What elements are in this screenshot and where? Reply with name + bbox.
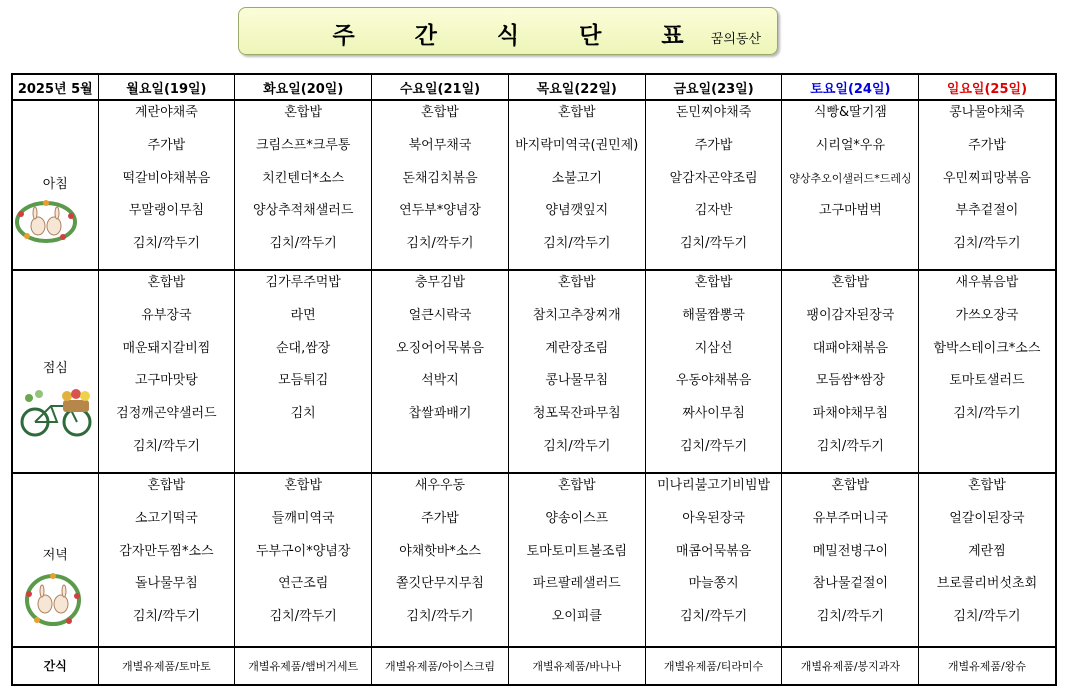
day-header: 금요일(23일) xyxy=(645,74,782,100)
menu-cell xyxy=(782,270,919,473)
menu-item: 치킨텐더*소스 xyxy=(262,170,345,186)
menu-item: 연근조림 xyxy=(278,576,329,592)
bunny-wreath-icon xyxy=(13,196,79,248)
menu-item: 짜사이무침 xyxy=(682,406,745,422)
menu-item: 순대,쌈장 xyxy=(276,340,331,356)
meal-label: 점심 xyxy=(42,360,68,376)
menu-item: 김치/깍두기 xyxy=(953,236,1021,252)
menu-item: 쫄깃단무지무침 xyxy=(396,576,484,592)
menu-item: 토마토미트볼조림 xyxy=(526,543,628,559)
menu-item: 가쓰오장국 xyxy=(955,307,1019,323)
menu-item: 부추겉절이 xyxy=(955,203,1019,219)
corner-cell: 2025년 5월 xyxy=(12,74,98,100)
menu-item: 유부장국 xyxy=(141,307,192,323)
menu-item: 해물짬뽕국 xyxy=(682,307,745,323)
menu-item: 혼합밥 xyxy=(557,105,596,120)
menu-item: 유부주머니국 xyxy=(812,510,889,526)
menu-item: 고구마범벅 xyxy=(818,203,882,219)
menu-item: 파채야채무침 xyxy=(812,406,889,422)
meal-label-cell xyxy=(12,473,98,647)
breakfast-row xyxy=(12,100,1056,270)
menu-item: 주가밥 xyxy=(147,137,186,153)
menu-item: 돈민찌야채죽 xyxy=(675,105,752,120)
menu-item: 모듬튀김 xyxy=(278,373,329,389)
menu-item: 연두부*양념장 xyxy=(399,203,481,219)
meal-label-cell xyxy=(12,270,98,473)
weekly-menu-table xyxy=(11,73,1057,686)
menu-item: 김치 xyxy=(290,406,316,422)
menu-item: 브로콜리버섯초회 xyxy=(936,576,1038,592)
snack-cell: 개별유제품/바나나 xyxy=(508,647,645,685)
menu-item: 토마토샐러드 xyxy=(949,373,1025,389)
menu-cell xyxy=(372,100,509,270)
menu-item: 고구마맛탕 xyxy=(135,373,198,389)
snack-cell: 개별유제품/티라미수 xyxy=(645,647,782,685)
menu-cell xyxy=(919,473,1056,647)
bunny-wreath-icon xyxy=(23,570,83,632)
menu-item: 미나리불고기비빔밥 xyxy=(657,477,771,493)
menu-cell xyxy=(919,100,1056,270)
menu-item: 계란야채죽 xyxy=(135,105,198,120)
flower-bicycle-icon xyxy=(19,386,95,442)
menu-cell xyxy=(235,270,372,473)
menu-item: 혼합밥 xyxy=(557,274,596,290)
menu-item: 소고기떡국 xyxy=(135,510,198,526)
menu-item: 소불고기 xyxy=(551,170,602,186)
menu-item: 혼합밥 xyxy=(831,274,870,290)
day-header: 목요일(22일) xyxy=(508,74,645,100)
menu-cell xyxy=(645,100,782,270)
menu-item: 김치/깍두기 xyxy=(132,438,200,454)
menu-item: 혼합밥 xyxy=(831,477,870,493)
menu-item: 크림스프*크루통 xyxy=(255,137,351,153)
menu-item: 양념깻잎지 xyxy=(545,203,609,219)
menu-item: 김치/깍두기 xyxy=(543,236,611,252)
menu-item: 찹쌀꽈배기 xyxy=(408,406,472,422)
menu-item: 함박스테이크*소스 xyxy=(933,340,1041,356)
menu-item: 양송이스프 xyxy=(545,510,609,526)
menu-cell xyxy=(98,270,235,473)
menu-item: 식빵&딸기잼 xyxy=(813,105,887,120)
menu-item: 김치/깍두기 xyxy=(816,438,884,454)
menu-item: 라면 xyxy=(290,307,316,323)
menu-item: 김치/깍두기 xyxy=(953,406,1021,422)
menu-item: 팽이감자된장국 xyxy=(806,307,895,323)
title-banner xyxy=(238,7,778,55)
day-header-saturday: 토요일(24일) xyxy=(782,74,919,100)
menu-item: 혼합밥 xyxy=(694,274,733,290)
day-header: 월요일(19일) xyxy=(98,74,235,100)
menu-item: 참치고추장찌개 xyxy=(532,307,621,323)
menu-cell xyxy=(235,100,372,270)
menu-item: 시리얼*우유 xyxy=(815,137,886,153)
menu-item: 참나물겉절이 xyxy=(812,576,889,592)
meal-label-cell xyxy=(12,100,98,270)
menu-cell xyxy=(235,473,372,647)
menu-item: 새우볶음밥 xyxy=(955,274,1019,290)
menu-item: 혼합밥 xyxy=(284,477,323,493)
menu-item: 김치/깍두기 xyxy=(816,609,884,625)
menu-item: 김치/깍두기 xyxy=(680,609,748,625)
menu-item: 김치/깍두기 xyxy=(680,236,748,252)
menu-item: 대패야채볶음 xyxy=(812,340,889,356)
snack-label: 간식 xyxy=(12,647,98,685)
snack-cell: 개별유제품/왕슈 xyxy=(919,647,1056,685)
menu-item: 매콤어묵볶음 xyxy=(675,543,752,559)
menu-cell xyxy=(645,270,782,473)
menu-item: 검정깨곤약샐러드 xyxy=(116,406,217,422)
menu-item: 주가밥 xyxy=(968,137,1006,153)
day-header-sunday: 일요일(25일) xyxy=(919,74,1056,100)
menu-item: 오이피클 xyxy=(551,609,602,625)
menu-item: 김치/깍두기 xyxy=(132,609,200,625)
menu-item: 청포묵잔파무침 xyxy=(532,406,621,422)
menu-item: 김치/깍두기 xyxy=(269,609,337,625)
menu-cell xyxy=(372,473,509,647)
menu-item: 양상추적채샐러드 xyxy=(252,203,354,219)
menu-item: 혼합밥 xyxy=(968,477,1006,493)
menu-item: 알감자곤약조림 xyxy=(669,170,758,186)
menu-cell xyxy=(508,100,645,270)
menu-item: 혼합밥 xyxy=(557,477,596,493)
dinner-row xyxy=(12,473,1056,647)
menu-item: 모듬쌈*쌈장 xyxy=(815,373,886,389)
snack-row xyxy=(12,647,1056,685)
menu-item: 김치/깍두기 xyxy=(406,236,474,252)
menu-item: 우민찌피망볶음 xyxy=(942,170,1031,186)
menu-item: 돌나물무침 xyxy=(135,576,198,592)
menu-item: 혼합밥 xyxy=(147,274,186,290)
menu-item: 감자만두찜*소스 xyxy=(119,543,214,559)
menu-item: 김가루주먹밥 xyxy=(265,274,341,290)
header-row xyxy=(12,74,1056,100)
menu-item: 지삼선 xyxy=(694,340,733,356)
menu-item: 김치/깍두기 xyxy=(132,236,200,252)
menu-item: 우동야채볶음 xyxy=(675,373,752,389)
menu-item: 오징어어묵볶음 xyxy=(396,340,484,356)
snack-cell: 개별유제품/아이스크림 xyxy=(372,647,509,685)
menu-cell xyxy=(782,473,919,647)
menu-cell xyxy=(372,270,509,473)
menu-item: 김치/깍두기 xyxy=(680,438,748,454)
menu-item: 김치/깍두기 xyxy=(953,609,1021,625)
menu-item: 마늘쫑지 xyxy=(688,576,739,592)
snack-cell: 개별유제품/햄버거세트 xyxy=(235,647,372,685)
menu-item: 혼합밥 xyxy=(284,105,323,120)
menu-item: 주가밥 xyxy=(421,510,459,526)
menu-item: 바지락미역국(권민제) xyxy=(515,137,639,153)
menu-item: 야채핫바*소스 xyxy=(399,543,481,559)
menu-item: 김자반 xyxy=(694,203,733,219)
page-subtitle: 꿈의동산 xyxy=(710,32,761,47)
menu-item: 두부구이*양념장 xyxy=(255,543,351,559)
day-header: 수요일(21일) xyxy=(372,74,509,100)
menu-item: 콩나물야채죽 xyxy=(949,105,1025,120)
menu-item: 충무김밥 xyxy=(414,274,466,290)
menu-item: 얼갈이된장국 xyxy=(949,510,1025,526)
menu-item: 무말랭이무침 xyxy=(128,203,205,219)
menu-item: 아욱된장국 xyxy=(682,510,745,526)
day-header: 화요일(20일) xyxy=(235,74,372,100)
menu-item: 혼합밥 xyxy=(421,105,459,120)
menu-item: 새우우동 xyxy=(414,477,466,493)
menu-cell xyxy=(782,100,919,270)
menu-item: 북어무채국 xyxy=(408,137,472,153)
menu-item: 들깨미역국 xyxy=(271,510,335,526)
menu-item: 김치/깍두기 xyxy=(543,438,611,454)
menu-item: 매운돼지갈비찜 xyxy=(122,340,211,356)
menu-cell xyxy=(645,473,782,647)
menu-item: 혼합밥 xyxy=(147,477,186,493)
menu-item: 콩나물무침 xyxy=(545,373,609,389)
snack-cell: 개별유제품/봉지과자 xyxy=(782,647,919,685)
menu-cell xyxy=(98,100,235,270)
menu-item: 계란장조림 xyxy=(545,340,609,356)
meal-label: 저녁 xyxy=(42,547,68,563)
menu-item: 떡갈비야채볶음 xyxy=(122,170,211,186)
menu-cell xyxy=(508,270,645,473)
menu-item: 돈채김치볶음 xyxy=(402,170,478,186)
menu-item: 얼큰시락국 xyxy=(408,307,472,323)
menu-cell xyxy=(919,270,1056,473)
menu-item: 김치/깍두기 xyxy=(269,236,337,252)
menu-item: 계란찜 xyxy=(968,543,1006,559)
menu-item: 석박지 xyxy=(421,373,459,389)
menu-item: 파르팔레샐러드 xyxy=(532,576,621,592)
menu-item: 김치/깍두기 xyxy=(406,609,474,625)
menu-item: 주가밥 xyxy=(694,137,733,153)
menu-item: 양상추오이샐러드*드레싱 xyxy=(789,171,912,185)
page-title: 주 간 식 단 표 xyxy=(332,23,710,49)
lunch-row xyxy=(12,270,1056,473)
menu-cell xyxy=(98,473,235,647)
snack-cell: 개별유제품/토마토 xyxy=(98,647,235,685)
menu-item: 메밀전병구이 xyxy=(812,543,889,559)
meal-label: 아침 xyxy=(42,177,68,192)
menu-cell xyxy=(508,473,645,647)
